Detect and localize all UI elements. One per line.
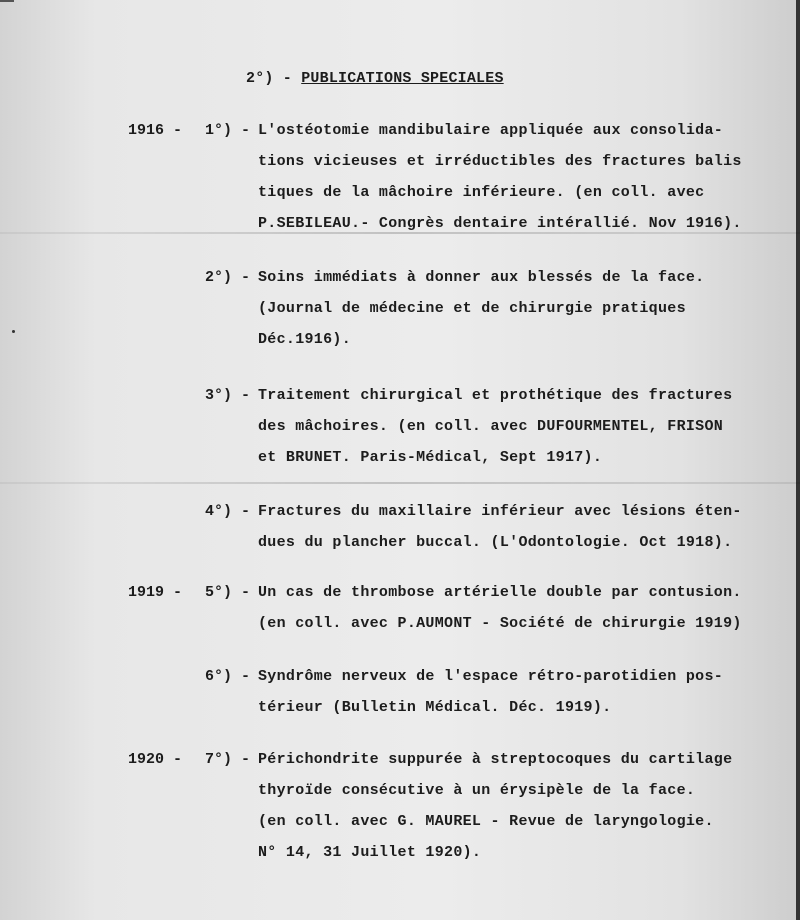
entry-line: Soins immédiats à donner aux blessés de la face. <box>258 269 705 286</box>
entry-line: dues du plancher buccal. (L'Odontologie. Oct 1918). <box>258 534 733 551</box>
entry-line: tiques de la mâchoire inférieure. (en coll. avec <box>258 184 705 201</box>
entry-line: Syndrôme nerveux de l'espace rétro-parotidien pos- <box>258 668 724 685</box>
entry-number: 3°) - <box>204 387 250 404</box>
entry-line: tions vicieuses et irréductibles des fractures balis <box>258 153 742 170</box>
entry-year: 1916 - <box>128 122 183 139</box>
entry-text <box>258 577 792 639</box>
entry-number: 4°) - <box>204 503 250 520</box>
entry-line: des mâchoires. (en coll. avec DUFOURMENTEL, FRISON <box>258 418 724 435</box>
entry-line: térieur (Bulletin Médical. Déc. 1919). <box>258 699 612 716</box>
entry-line: Périchondrite suppurée à streptocoques du cartilage <box>258 751 733 768</box>
entry-number: 5°) - <box>204 584 250 601</box>
entry-line: L'ostéotomie mandibulaire appliquée aux consolida- <box>258 122 724 139</box>
entry-text <box>258 262 792 355</box>
entry-year: 1920 - <box>128 751 183 768</box>
entry-line: Un cas de thrombose artérielle double par contusion. <box>258 584 742 601</box>
paper-fold-line <box>0 482 800 484</box>
entry-text <box>258 115 792 239</box>
entry-line: (Journal de médecine et de chirurgie pratiques <box>258 300 686 317</box>
section-number: 2°) - <box>246 70 302 87</box>
entry-line: (en coll. avec P.AUMONT - Société de chirurgie 1919) <box>258 615 742 632</box>
entry-number: 6°) - <box>204 668 250 685</box>
entry-line: N° 14, 31 Juillet 1920). <box>258 844 482 861</box>
entry-line: et BRUNET. Paris-Médical, Sept 1917). <box>258 449 603 466</box>
entry-number: 2°) - <box>204 269 250 286</box>
entry-year: 1919 - <box>128 584 183 601</box>
entry-line: P.SEBILEAU.- Congrès dentaire intérallié. Nov 1916). <box>258 215 742 232</box>
entry-line: Traitement chirurgical et prothétique des fractures <box>258 387 733 404</box>
page-right-edge <box>796 0 800 920</box>
section-title <box>246 70 504 87</box>
entry-text <box>258 380 792 473</box>
entry-line: (en coll. avec G. MAUREL - Revue de laryngologie. <box>258 813 714 830</box>
entry-line: Déc.1916). <box>258 331 352 348</box>
entry-line: Fractures du maxillaire inférieur avec lésions éten- <box>258 503 742 520</box>
entry-text <box>258 496 792 558</box>
entry-text <box>258 661 792 723</box>
entry-text <box>258 744 792 868</box>
entry-line: thyroïde consécutive à un érysipèle de la face. <box>258 782 696 799</box>
paper-speck <box>12 330 15 333</box>
page-corner-shadow <box>0 0 14 2</box>
section-heading: PUBLICATIONS SPECIALES <box>301 70 504 87</box>
entry-number: 7°) - <box>204 751 250 768</box>
entry-number: 1°) - <box>204 122 250 139</box>
